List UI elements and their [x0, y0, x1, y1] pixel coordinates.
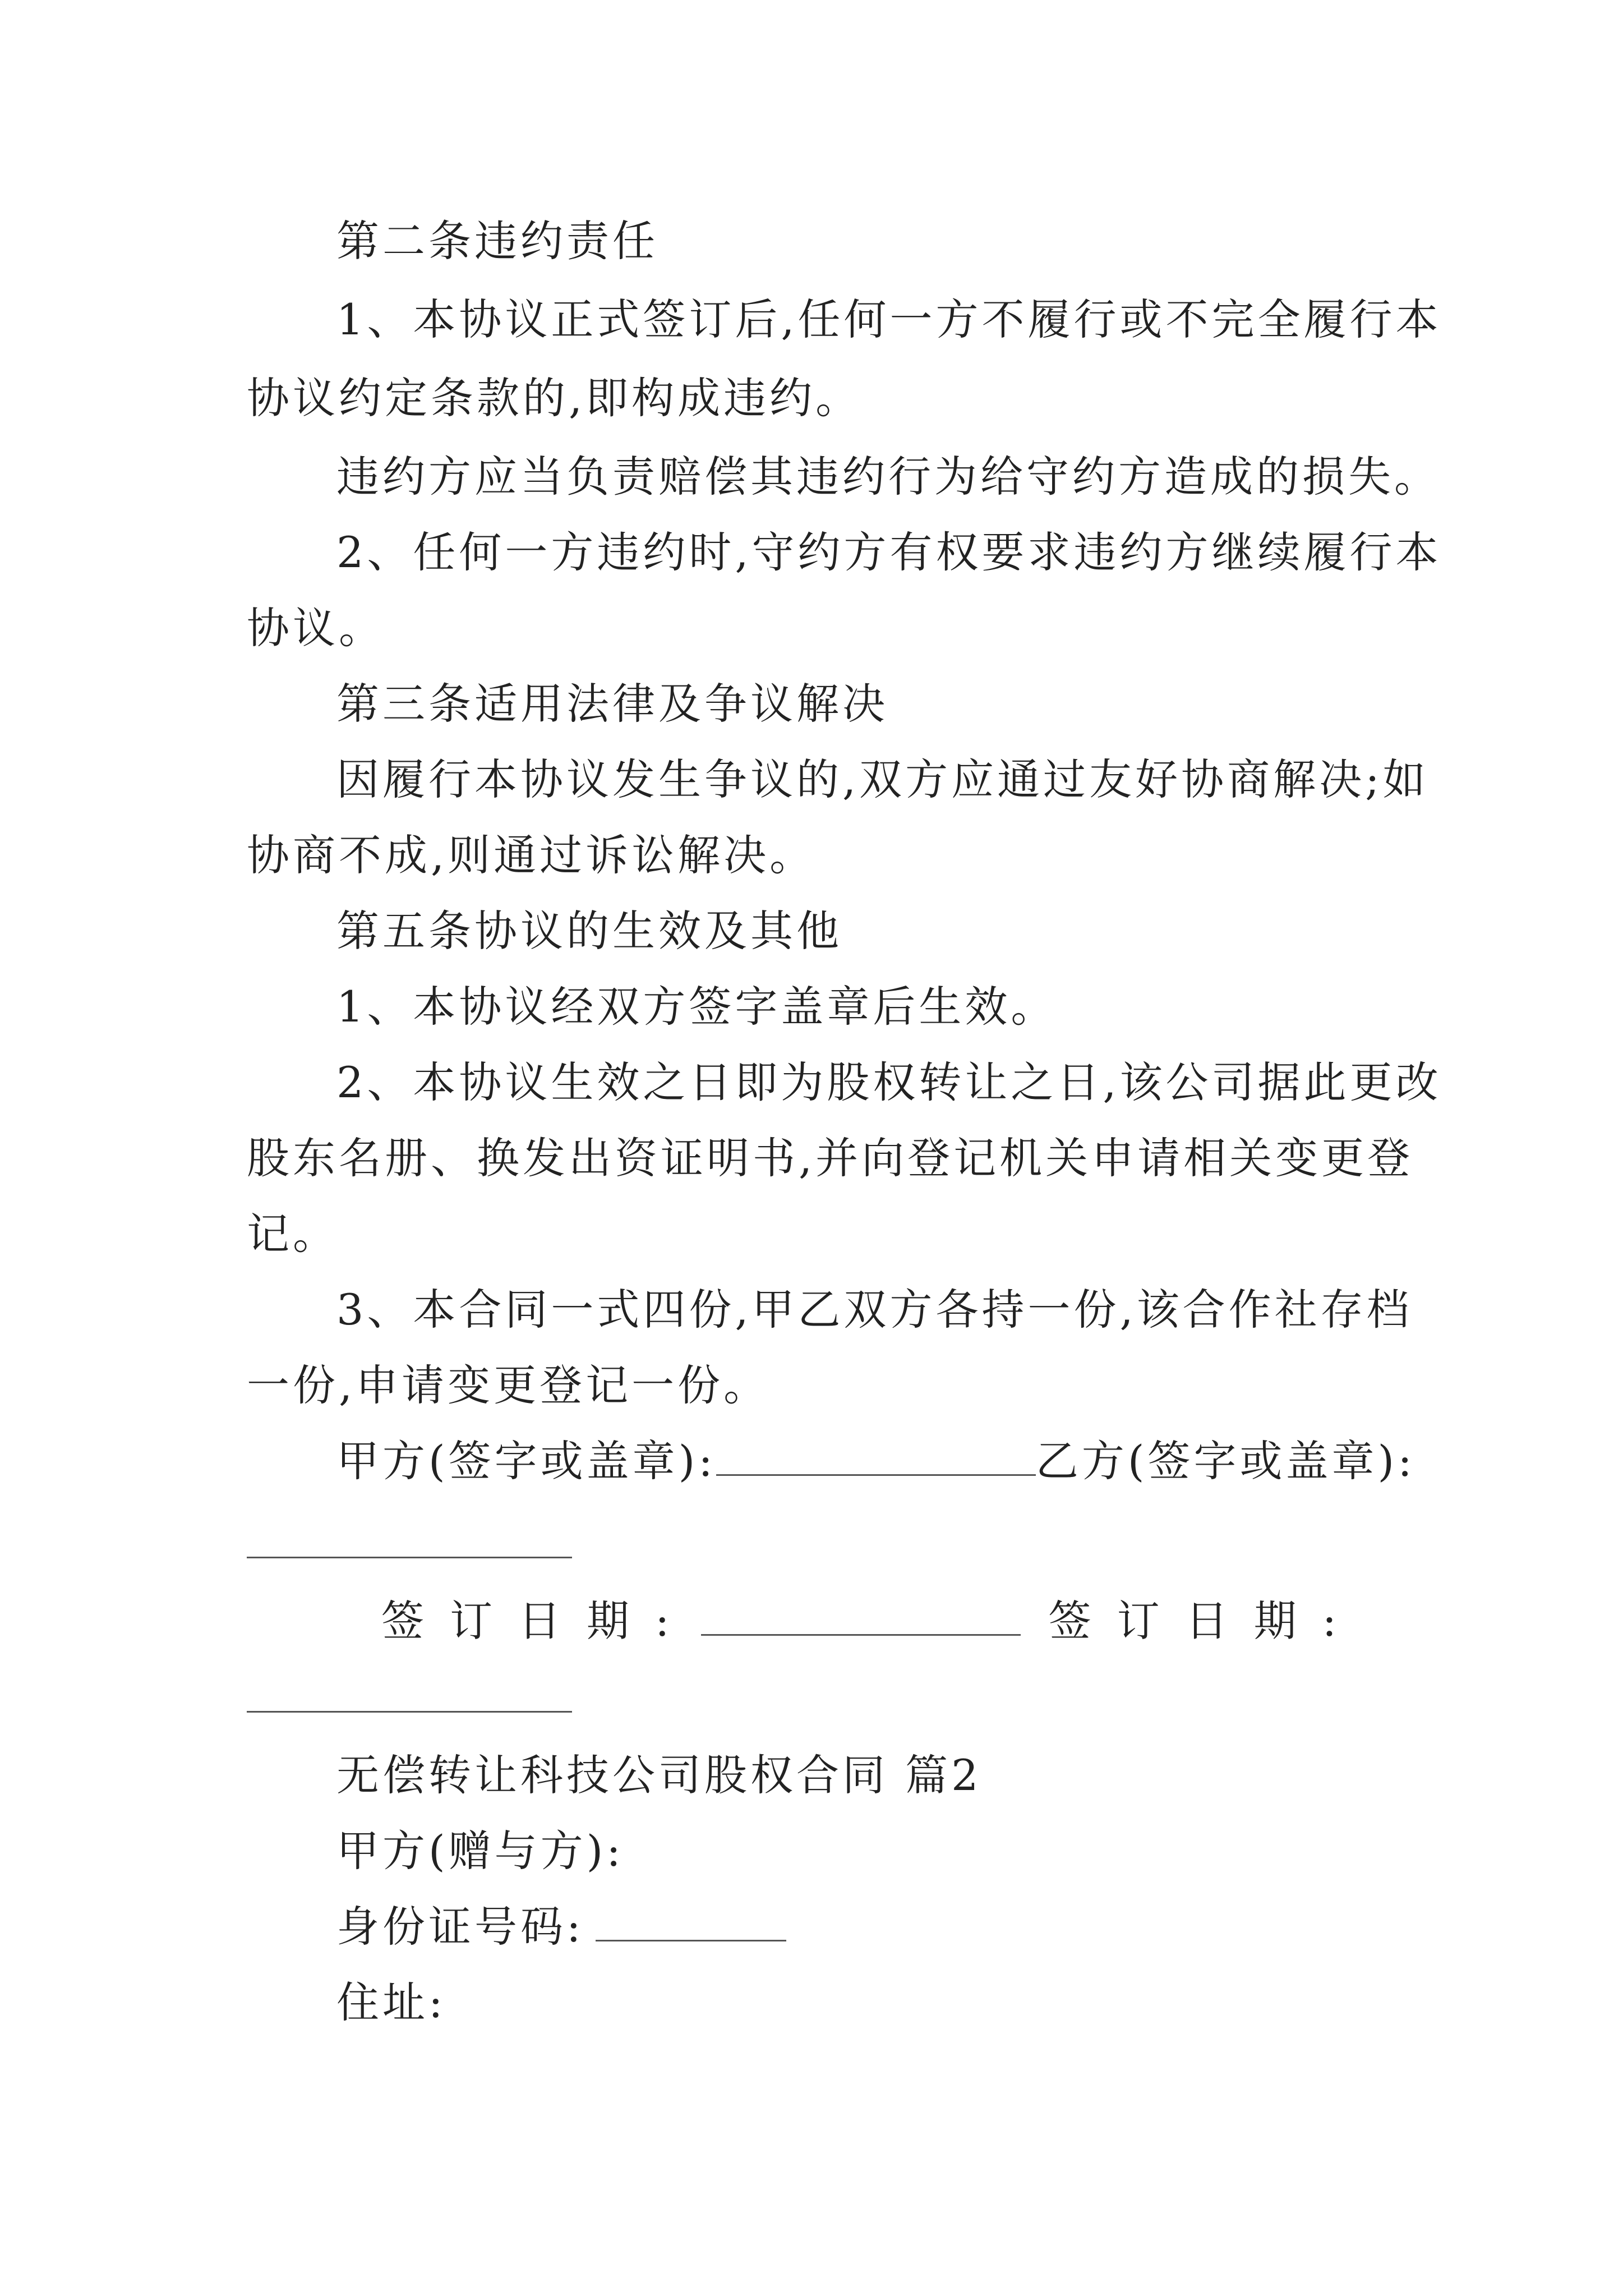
section5-item1: 1、本协议经双方签字盖章后生效。: [336, 982, 1057, 1032]
party-b-signature-label: 乙方(签字或盖章):: [1035, 1436, 1415, 1486]
section2-liability-paragraph: 违约方应当负责赔偿其违约行为给守约方造成的损失。: [336, 452, 1440, 501]
contract2-party-a: 甲方(赠与方):: [336, 1826, 624, 1876]
section5-item3-line2: 一份,申请变更登记一份。: [247, 1360, 770, 1410]
date-a-label: 签订日期:: [381, 1596, 695, 1646]
section5-heading: 第五条协议的生效及其他: [336, 906, 842, 956]
party-a-signature-blank[interactable]: [716, 1435, 1036, 1476]
contract2-title: 无偿转让科技公司股权合同 篇2: [336, 1750, 982, 1800]
section3-paragraph-line2: 协商不成,则通过诉讼解决。: [247, 830, 816, 880]
id-number-blank[interactable]: [596, 1901, 786, 1941]
section3-heading: 第三条适用法律及争议解决: [336, 679, 888, 729]
section2-item2-line1: 2、任何一方违约时,守约方有权要求违约方继续履行本: [336, 527, 1442, 577]
signature-row: [336, 1433, 1415, 1489]
section2-item1-line2: 协议约定条款的,即构成违约。: [247, 373, 862, 423]
date-row: [381, 1593, 1362, 1649]
id-number-label: 身份证号码:: [336, 1902, 584, 1952]
date-b-label: 签订日期:: [1048, 1596, 1363, 1646]
section5-item2-line1: 2、本协议生效之日即为股权转让之日,该公司据此更改: [336, 1057, 1442, 1107]
section5-item3-line1: 3、本合同一式四份,甲乙双方各持一份,该合作社存档: [336, 1285, 1413, 1335]
date-a-blank[interactable]: [701, 1595, 1021, 1636]
section2-item1-line1: 1、本协议正式签订后,任何一方不履行或不完全履行本: [336, 295, 1442, 344]
section5-item2-line2: 股东名册、换发出资证明书,并向登记机关申请相关变更登: [247, 1133, 1414, 1183]
section3-paragraph-line1: 因履行本协议发生争议的,双方应通过友好协商解决;如: [336, 754, 1429, 804]
party-a-signature-label: 甲方(签字或盖章):: [336, 1436, 716, 1486]
section2-heading: 第二条违约责任: [336, 216, 658, 266]
contract2-address: 住址:: [336, 1977, 446, 2027]
date-b-blank[interactable]: [247, 1711, 572, 1713]
contract2-id-row: [336, 1899, 786, 1955]
section2-item2-line2: 协议。: [247, 603, 385, 653]
section5-item2-line3: 记。: [247, 1209, 339, 1259]
party-b-signature-blank[interactable]: [247, 1557, 572, 1558]
